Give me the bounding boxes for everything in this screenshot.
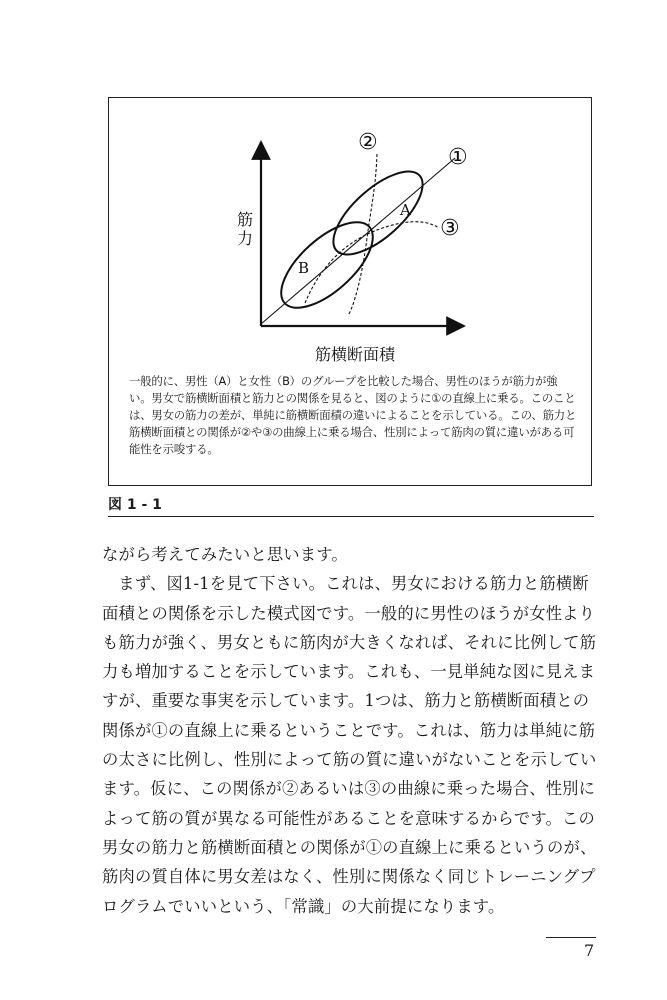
y-axis-label: 筋力	[237, 210, 254, 248]
line-1	[261, 158, 455, 324]
schematic-diagram	[109, 98, 593, 373]
figure-label: 図 1 - 1	[108, 497, 162, 513]
figure-rule	[108, 516, 594, 517]
figure-caption: 一般的に、男性（A）と女性（B）のグループを比較した場合、男性のほうが筋力が強い。男女で筋横断面積と筋力との関係を見ると、図のように①の直線上に乗る。このことは、男女の筋力の差が、単純に筋横断面積の違いによることを示している。この、筋力と筋横断面積との関係が②や③の曲線上に乗る場合、性別によって筋肉の質に違いがある可能性を示唆する。	[129, 374, 577, 456]
page-number-rule	[546, 937, 596, 938]
page-number: 7	[584, 941, 595, 960]
paragraph: まず、図1-1を見て下さい。これは、男女における筋力と筋横断面積との関係を示した模式図です。一般的に男性のほうが女性よりも筋力が強く、男女ともに筋肉が大きくなれば、それに比例して筋力も増加することを示しています。これも、一見単純な図に見えますが、重要な事実を示しています。1つは、筋力と筋横断面積との関係が①の直線上に乗るということです。これは、筋力は単純に筋の太さに比例し、性別によって筋の質に違いがないことを示しています。仮に、この関係が②あるいは③の曲線に乗った場合、性別によって筋の質が異なる可能性があることを意味するからです。この男女の筋力と筋横断面積との関係が①の直線上に乗るというのが、筋肉の質自体に男女差はなく、性別に関係なく同じトレーニングプログラムでいいという、「常識」の大前提になります。	[102, 574, 597, 916]
figure-box	[108, 97, 592, 486]
line-1-label: ①	[448, 145, 468, 170]
ellipse-group-a	[320, 158, 435, 269]
group-a-label: A	[400, 201, 411, 219]
body-text	[102, 540, 600, 921]
x-axis-label: 筋横断面積	[315, 345, 396, 364]
line-3-label: ③	[440, 216, 460, 241]
line-2-label: ②	[358, 130, 378, 155]
group-b-label: B	[298, 259, 310, 277]
paragraph: ながら考えてみたいと思います。	[102, 545, 348, 564]
